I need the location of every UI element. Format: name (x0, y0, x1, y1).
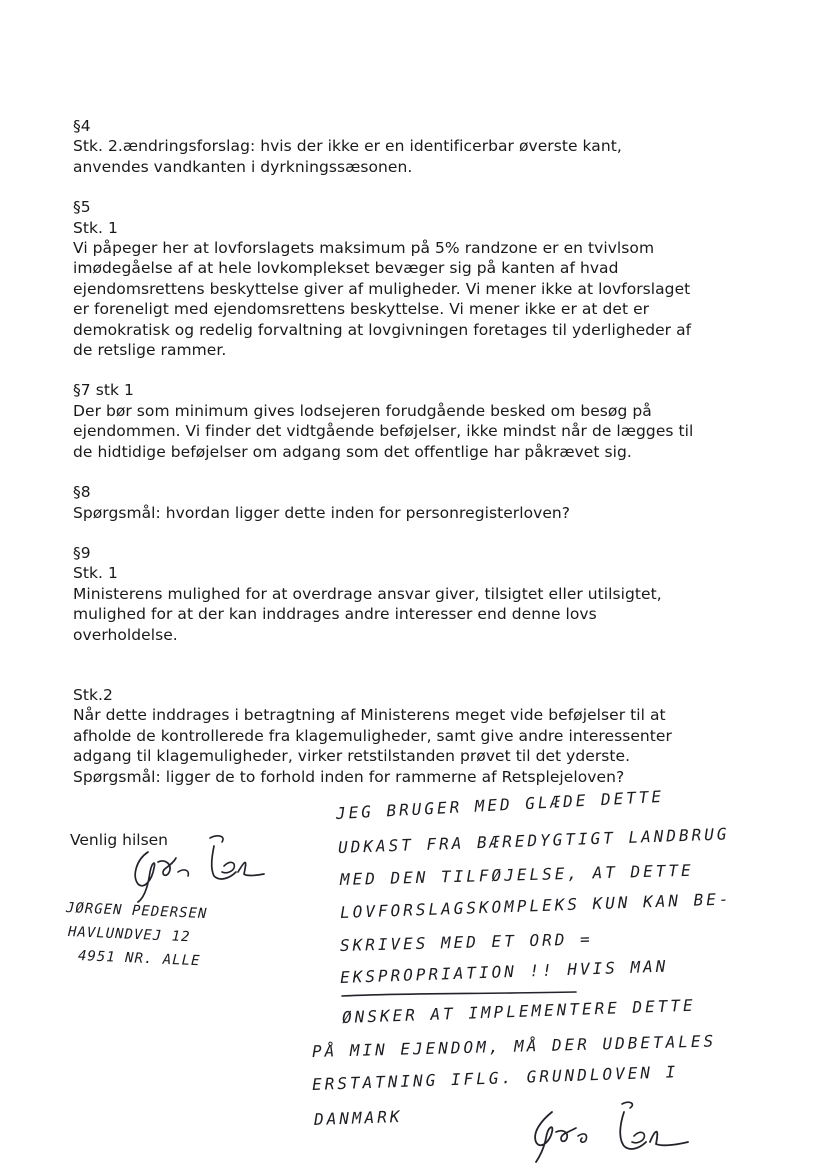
handwritten-note-line: LOVFORSLAGSKOMPLEKS KUN KAN BE- (339, 889, 732, 922)
handwritten-signature-icon (512, 1098, 692, 1164)
section-line: Spørgsmål: hvordan ligger dette inden for personregisterloven? (73, 503, 571, 522)
section-heading: §8 (73, 483, 91, 502)
handwritten-note-line: JEG BRUGER MED GLÆDE DETTE (335, 786, 665, 823)
section-stk-2 (73, 685, 773, 787)
section-paragraph-5 (73, 197, 773, 360)
section-heading: §5 (73, 198, 91, 217)
section-line: imødegåelse af at hele lovkomplekset bevæger sig på kanten af hvad (73, 259, 619, 278)
section-heading: §9 (73, 543, 91, 562)
section-line: overholdelse. (73, 625, 178, 644)
section-line: demokratisk og redelig forvaltning at lovgivningen foretages til yderligheder af (73, 320, 692, 339)
handwritten-note-line: UDKAST FRA BÆREDYGTIGT LANDBRUG (337, 824, 730, 857)
handwritten-sender-street: HAVLUNDVEJ 12 (67, 924, 191, 946)
section-line: Vi påpeger her at lovforslagets maksimum på 5% randzone er en tvivlsom (73, 239, 655, 258)
section-paragraph-7 (73, 380, 773, 462)
handwritten-note-line: MED DEN TILFØJELSE, AT DETTE (339, 860, 694, 889)
section-line: de retslige rammer. (73, 341, 227, 360)
letter-body (73, 116, 773, 807)
section-heading: Stk.2 (73, 685, 113, 704)
section-paragraph-9 (73, 543, 773, 645)
section-line: Stk. 2.ændringsforslag: hvis der ikke er en identificerbar øverste kant, (73, 137, 622, 156)
handwritten-note-line: ØNSKER AT IMPLEMENTERE DETTE (341, 995, 696, 1027)
section-line: Stk. 1 (73, 218, 118, 237)
section-line: mulighed for at der kan inddrages andre interesser end denne lovs (73, 605, 597, 624)
underline-stroke (340, 990, 580, 1000)
section-line: Når dette inddrages i betragtning af Ministerens meget vide beføjelser til at (73, 706, 666, 725)
section-line: ejendommen. Vi finder det vidtgående beføjelser, ikke mindst når de lægges til (73, 422, 694, 441)
section-heading: §7 stk 1 (73, 381, 134, 400)
section-line: ejendomsrettens beskyttelse giver af muligheder. Vi mener ikke at lovforslaget (73, 279, 691, 298)
handwritten-note-line: DANMARK (313, 1106, 403, 1129)
handwritten-note-line: PÅ MIN EJENDOM, MÅ DER UDBETALES (311, 1031, 717, 1061)
section-line: adgang til klagemuligheder, virker retstilstanden prøvet til det yderste. (73, 747, 631, 766)
handwritten-signature-icon (118, 832, 268, 904)
section-line: Der bør som minimum gives lodsejeren forudgående besked om besøg på (73, 401, 652, 420)
section-paragraph-8 (73, 482, 773, 523)
section-line: afholde de kontrollerede fra klagemuligheder, samt give andre interessenter (73, 726, 672, 745)
handwritten-sender-city: 4951 NR. ALLE (77, 948, 201, 970)
handwritten-note-line: EKSPROPRIATION !! HVIS MAN (339, 956, 669, 987)
section-heading: §4 (73, 117, 91, 135)
section-line: Spørgsmål: ligger de to forhold inden for rammerne af Retsplejeloven? (73, 767, 625, 786)
section-line: de hidtidige beføjelser om adgang som det offentlige har påkrævet sig. (73, 442, 632, 461)
handwritten-note-line: ERSTATNING IFLG. GRUNDLOVEN I (311, 1062, 679, 1094)
section-line: Ministerens mulighed for at overdrage ansvar giver, tilsigtet eller utilsigtet, (73, 584, 662, 603)
closing-greeting: Venlig hilsen (70, 831, 169, 849)
section-line: anvendes vandkanten i dyrkningssæsonen. (73, 157, 413, 176)
handwritten-sender-name: JØRGEN PEDERSEN (65, 900, 208, 923)
section-line: er foreneligt med ejendomsrettens beskyttelse. Vi mener ikke er at det er (73, 300, 650, 319)
handwritten-note-line: SKRIVES MED ET ORD = (339, 929, 593, 955)
section-paragraph-4 (73, 116, 773, 177)
section-line: Stk. 1 (73, 564, 118, 583)
